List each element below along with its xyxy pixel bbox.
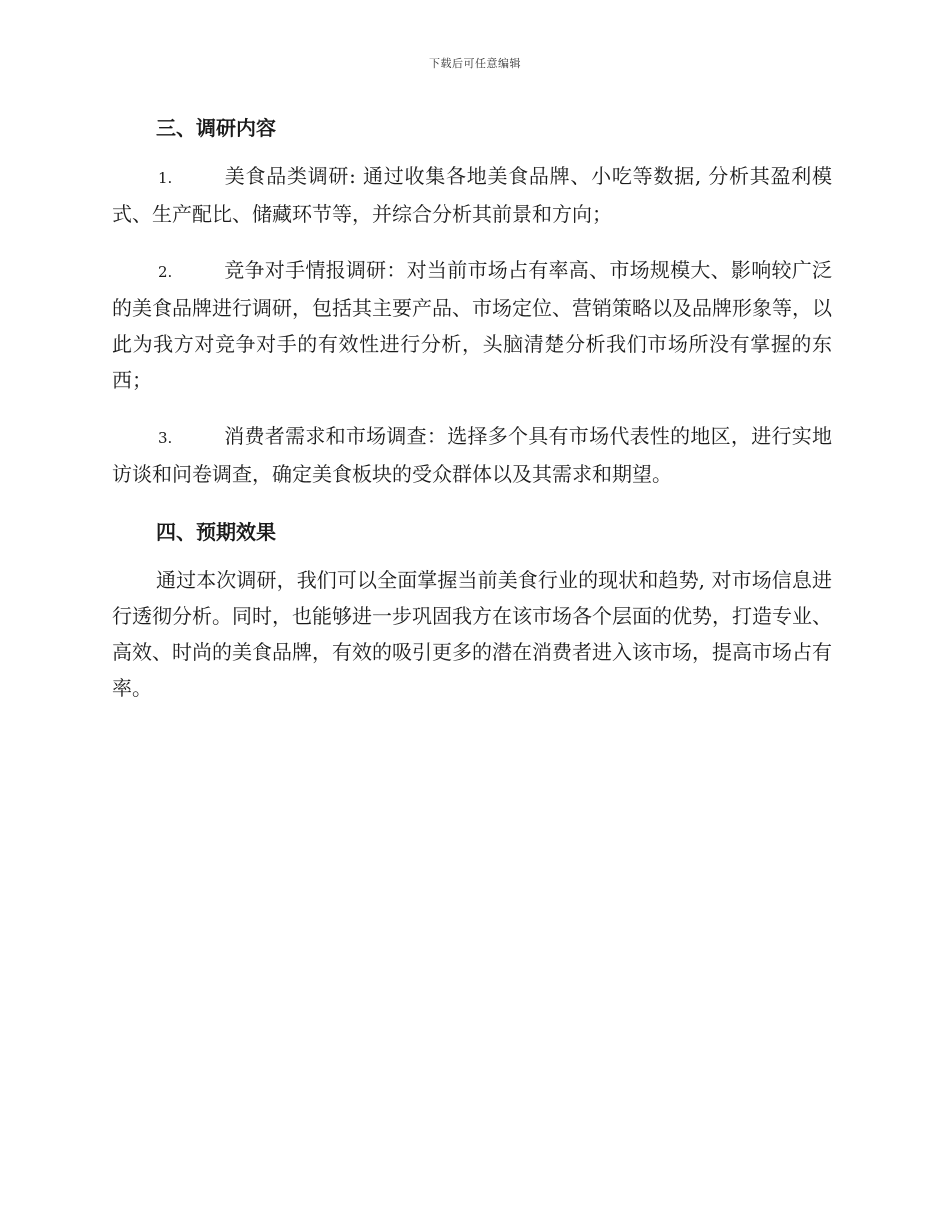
list-item-number: 2. (158, 263, 173, 281)
list-item-number: 3. (158, 429, 173, 447)
section-heading-research-content: 三、调研内容 (156, 116, 276, 140)
header-note: 下载后可任意编辑 (429, 57, 521, 70)
list-item (112, 158, 832, 232)
list-item-number: 1. (158, 169, 173, 187)
list-item-text: 美食品类调研: 通过收集各地美食品牌、小吃等数据, 分析其盈利模式、生产配比、储藏环节等，并综合分析其前景和方向； (112, 164, 832, 226)
body-paragraph: 通过本次调研，我们可以全面掌握当前美食行业的现状和趋势, 对市场信息进行透彻分析。同时，也能够进一步巩固我方在该市场各个层面的优势，打造专业、高效、时尚的美食品牌，有效的吸引更多的潜在消费者进入该市场，提高市场占有率。 (112, 568, 832, 700)
list-item (112, 418, 832, 492)
document-content (112, 108, 832, 706)
list-item (112, 252, 832, 398)
section-heading-expected-effect: 四、预期效果 (156, 520, 276, 544)
list-item-text: 消费者需求和市场调查：选择多个具有市场代表性的地区，进行实地访谈和问卷调查，确定美食板块的受众群体以及其需求和期望。 (112, 424, 832, 486)
list-item-text: 竞争对手情报调研：对当前市场占有率高、市场规模大、影响较广泛的美食品牌进行调研，包括其主要产品、市场定位、营销策略以及品牌形象等，以此为我方对竞争对手的有效性进行分析，头脑清楚分析我们市场所没有掌握的东西； (112, 258, 832, 392)
